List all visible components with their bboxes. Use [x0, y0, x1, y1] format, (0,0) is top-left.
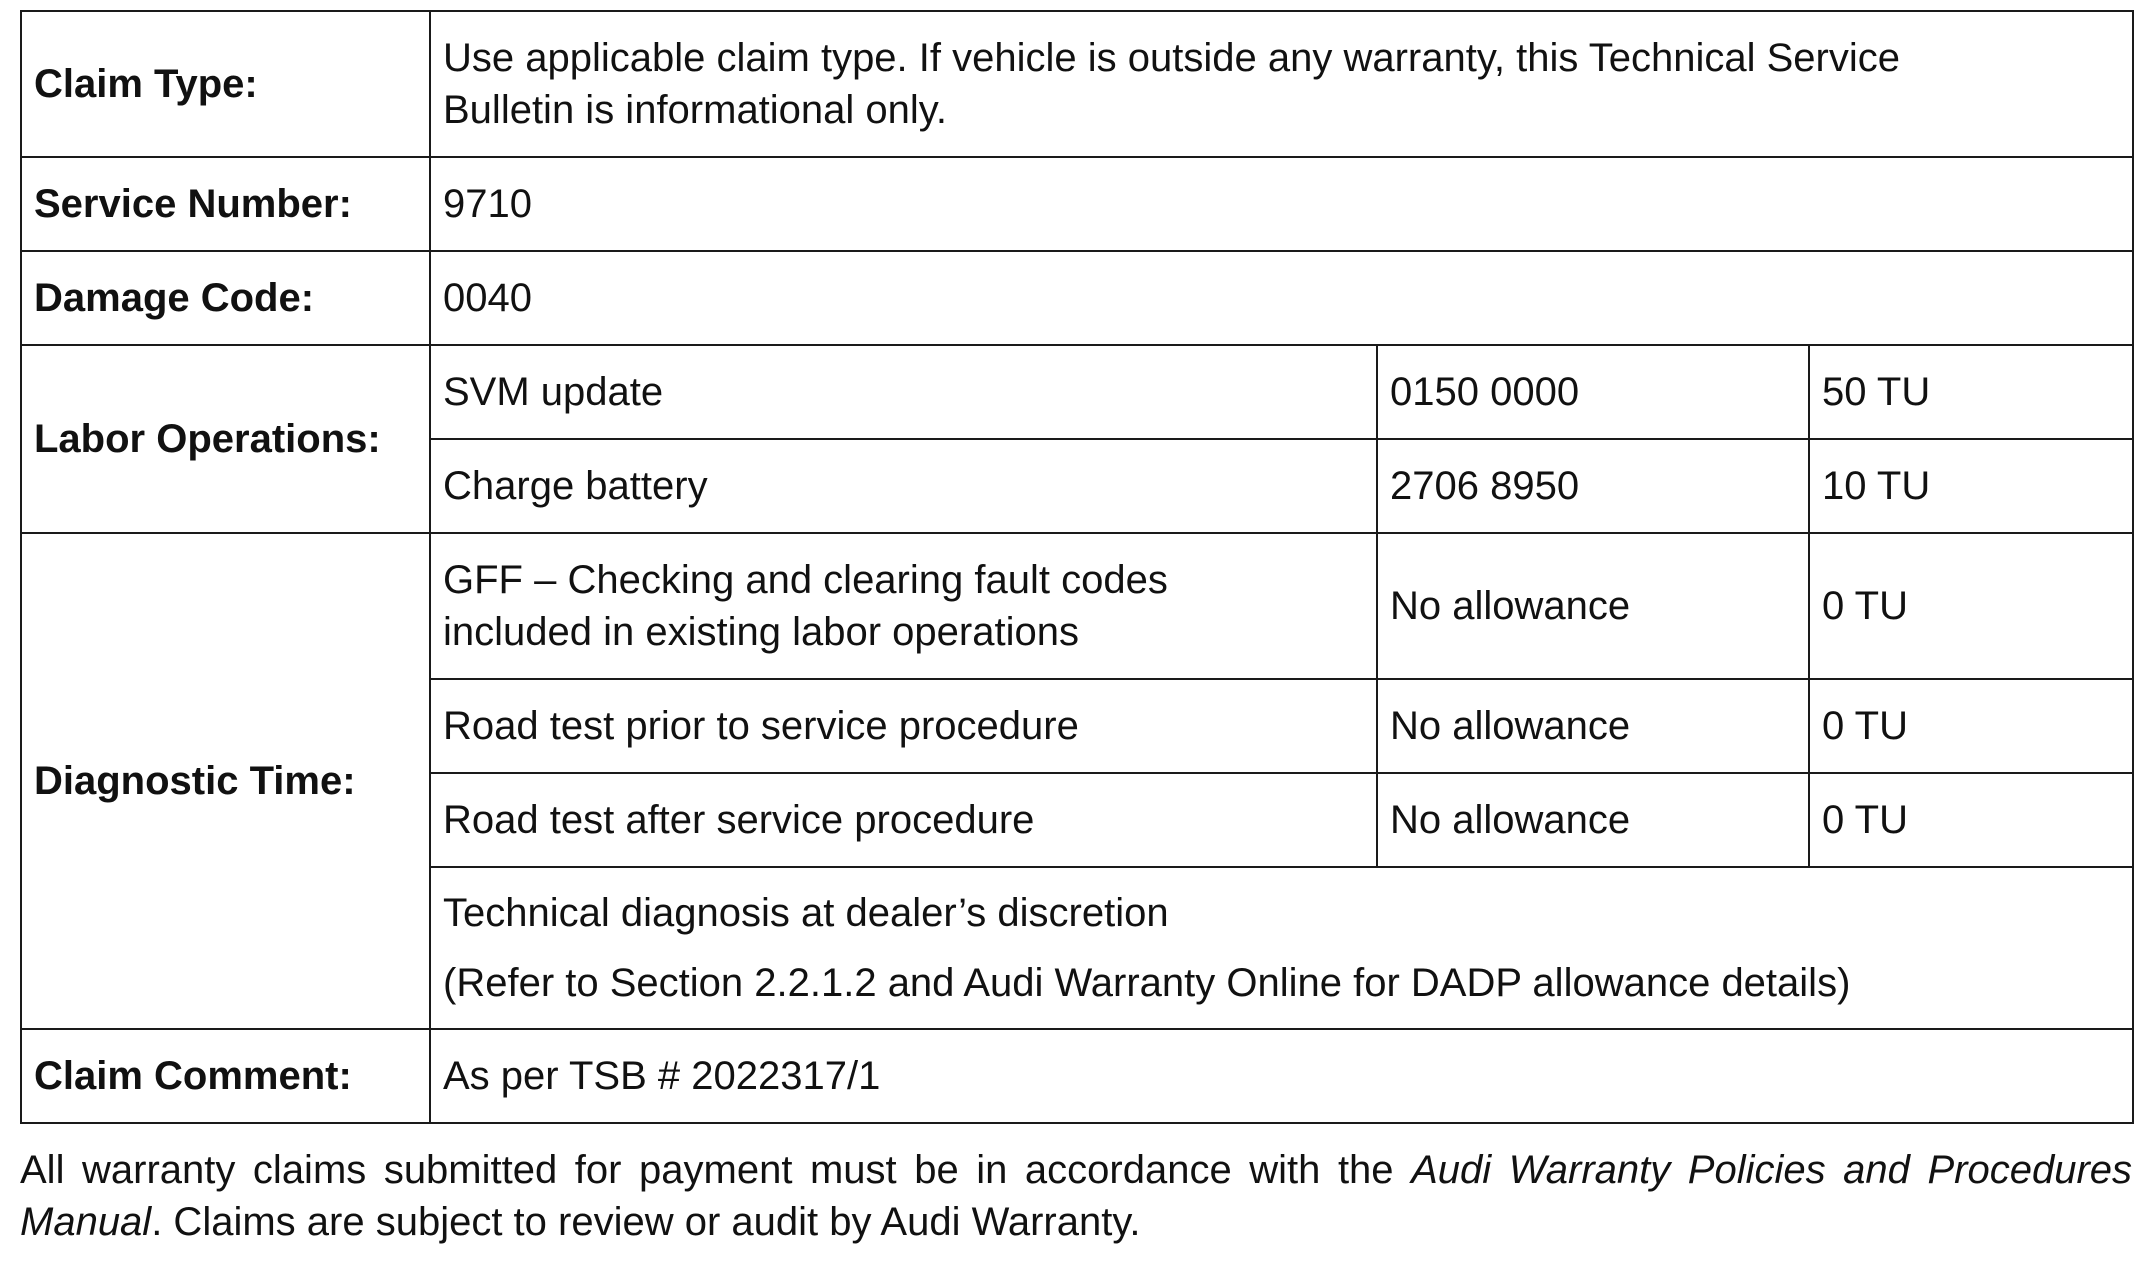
diagnostic-description: Road test after service procedure	[430, 773, 1377, 867]
diagnostic-description: Road test prior to service procedure	[430, 679, 1377, 773]
footer-text-after: . Claims are subject to review or audit by Audi Warranty.	[151, 1200, 1141, 1244]
claim-comment-value: As per TSB # 2022317/1	[430, 1029, 2133, 1123]
warranty-footer-note	[20, 1144, 2132, 1248]
labor-operation-code: 0150 0000	[1377, 345, 1809, 439]
diagnostic-time-value: 0 TU	[1809, 773, 2133, 867]
damage-code-value: 0040	[430, 251, 2133, 345]
diagnostic-allowance: No allowance	[1377, 679, 1809, 773]
diagnostic-time-value: 0 TU	[1809, 533, 2133, 679]
diagnostic-description-line2: included in existing labor operations	[443, 610, 1079, 654]
damage-code-label: Damage Code:	[21, 251, 430, 345]
service-number-row	[21, 157, 2133, 251]
labor-operation-code: 2706 8950	[1377, 439, 1809, 533]
claim-comment-label: Claim Comment:	[21, 1029, 430, 1123]
diagnostic-note-line1: Technical diagnosis at dealer’s discretion	[443, 891, 1169, 935]
manual-title: Audi Warranty Policies and Procedures Manual	[20, 1148, 2133, 1244]
claim-type-value-line2: Bulletin is informational only.	[443, 88, 947, 132]
service-number-value: 9710	[430, 157, 2133, 251]
labor-operation-time: 50 TU	[1809, 345, 2133, 439]
diagnostic-time-label: Diagnostic Time:	[21, 533, 430, 1029]
claim-type-value	[430, 11, 2133, 157]
claim-comment-row	[21, 1029, 2133, 1123]
footer-text-before: All warranty claims submitted for payment must be in accordance with the	[20, 1148, 1412, 1192]
warranty-document	[20, 10, 2132, 1288]
claim-type-row	[21, 11, 2133, 157]
labor-operations-label: Labor Operations:	[21, 345, 430, 533]
diagnostic-allowance: No allowance	[1377, 533, 1809, 679]
service-number-label: Service Number:	[21, 157, 430, 251]
labor-operation-description: SVM update	[430, 345, 1377, 439]
labor-operation-row	[21, 345, 2133, 439]
damage-code-row	[21, 251, 2133, 345]
diagnostic-time-value: 0 TU	[1809, 679, 2133, 773]
claim-info-table	[20, 10, 2134, 1124]
labor-operation-time: 10 TU	[1809, 439, 2133, 533]
labor-operation-description: Charge battery	[430, 439, 1377, 533]
diagnostic-allowance: No allowance	[1377, 773, 1809, 867]
diagnostic-note	[430, 867, 2133, 1029]
claim-type-value-line1: Use applicable claim type. If vehicle is outside any warranty, this Technical Service	[443, 36, 1900, 80]
diagnostic-row	[21, 533, 2133, 679]
diagnostic-description-line1: GFF – Checking and clearing fault codes	[443, 558, 1168, 602]
diagnostic-description	[430, 533, 1377, 679]
diagnostic-note-line2: (Refer to Section 2.2.1.2 and Audi Warranty Online for DADP allowance details)	[443, 961, 1851, 1005]
claim-type-label: Claim Type:	[21, 11, 430, 157]
